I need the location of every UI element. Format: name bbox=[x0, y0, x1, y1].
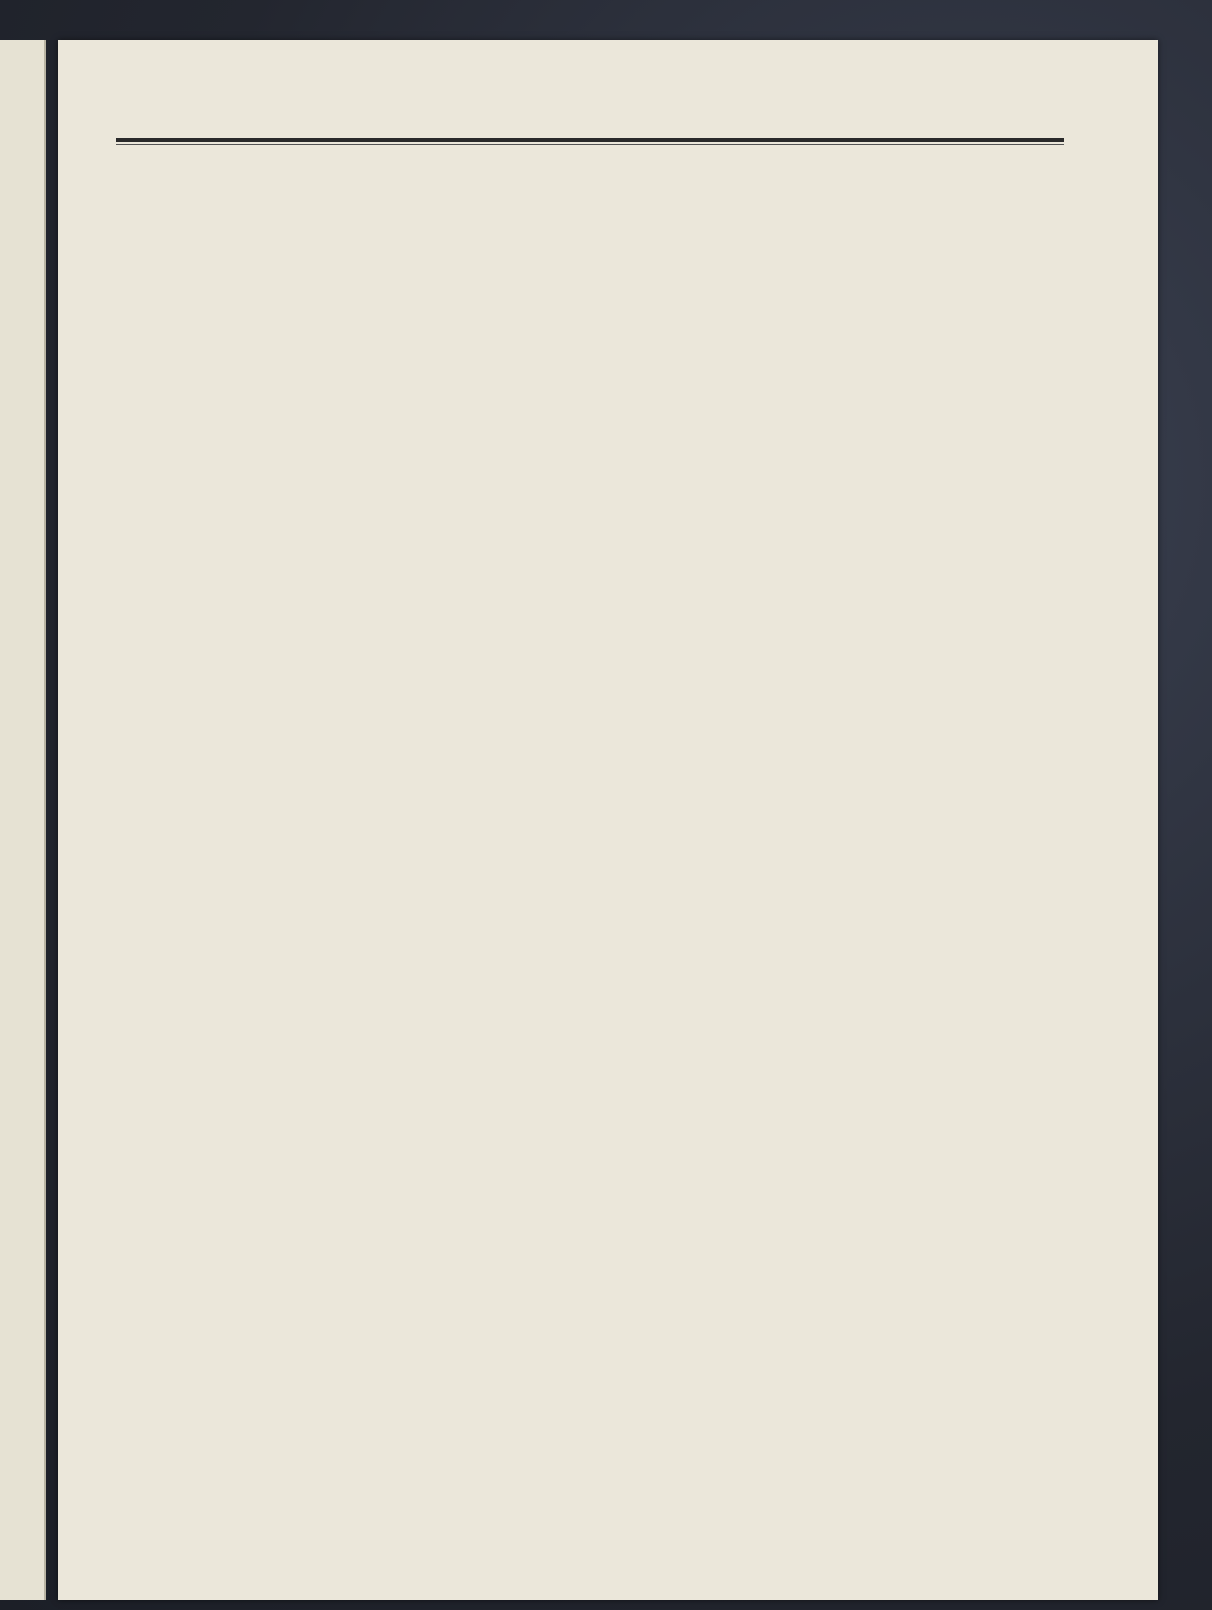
header-num-left bbox=[494, 148, 524, 232]
document-page bbox=[58, 40, 1158, 1600]
previous-page-edge bbox=[0, 40, 46, 1600]
header-num-right bbox=[952, 148, 982, 232]
top-rule bbox=[116, 138, 1064, 142]
top-rule-thin bbox=[116, 144, 1064, 145]
